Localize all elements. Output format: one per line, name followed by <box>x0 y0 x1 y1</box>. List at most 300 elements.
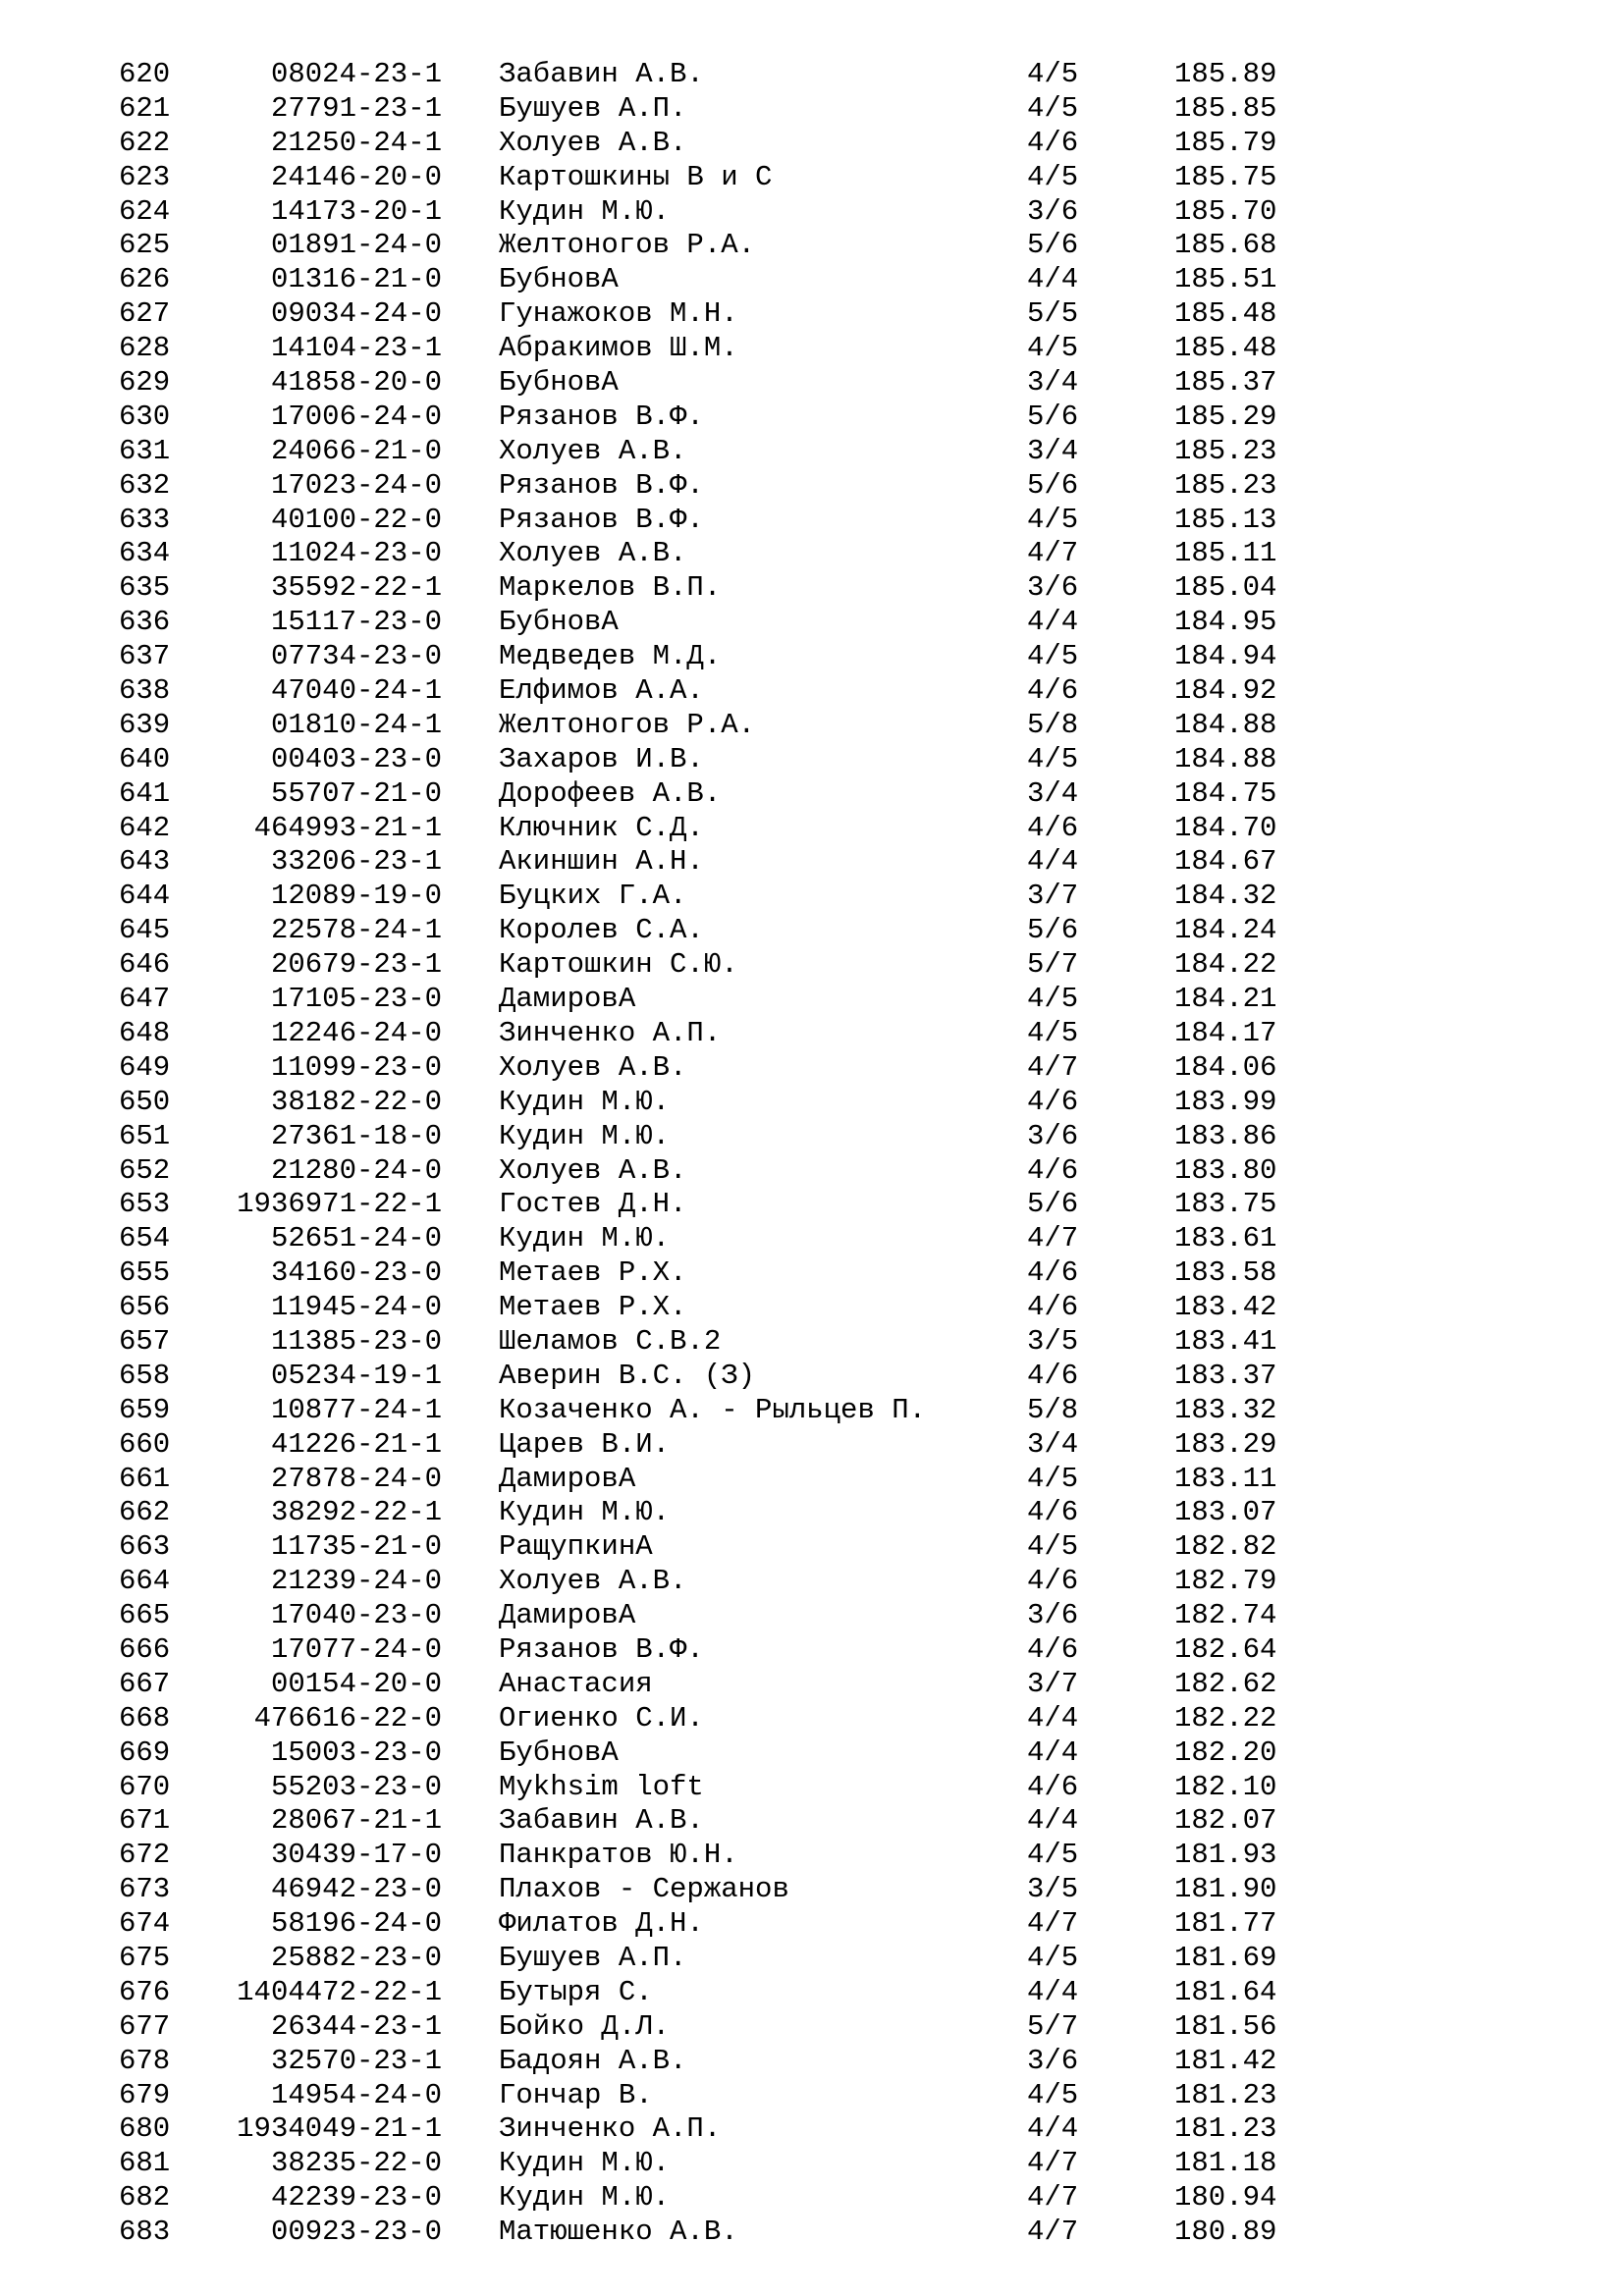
results-list <box>0 58 1624 2250</box>
entry-id: 30439-17-0 <box>270 1839 442 1872</box>
owner-name: ДамировА <box>499 1599 636 1632</box>
owner-name: БубновА <box>499 366 619 400</box>
score-ratio: 4/5 <box>1027 160 1079 193</box>
result-row <box>0 1428 1624 1463</box>
result-row <box>0 1530 1624 1565</box>
result-row <box>0 2112 1624 2147</box>
entry-id: 1934049-21-1 <box>237 2112 442 2146</box>
owner-name: Королев С.А. <box>499 914 704 947</box>
row-number: 627 <box>119 297 171 331</box>
result-value: 185.70 <box>1174 194 1277 228</box>
owner-name: РащупкинА <box>499 1530 653 1564</box>
entry-id: 35592-22-1 <box>270 571 442 605</box>
result-row <box>0 1907 1624 1942</box>
owner-name: Огиенко С.И. <box>499 1701 704 1735</box>
entry-id: 21239-24-0 <box>270 1565 442 1598</box>
entry-id: 11099-23-0 <box>270 1050 442 1084</box>
row-number: 651 <box>119 1119 171 1152</box>
row-number: 629 <box>119 366 171 400</box>
owner-name: Зинченко А.П. <box>499 2112 722 2146</box>
result-value: 182.79 <box>1174 1565 1277 1598</box>
result-value: 183.61 <box>1174 1222 1277 1255</box>
entry-id: 12246-24-0 <box>270 1016 442 1049</box>
owner-name: Аверин В.С. (З) <box>499 1359 756 1392</box>
result-row <box>0 366 1624 400</box>
owner-name: Рязанов В.Ф. <box>499 503 704 536</box>
row-number: 663 <box>119 1530 171 1564</box>
entry-id: 33206-23-1 <box>270 845 442 879</box>
result-value: 184.88 <box>1174 708 1277 741</box>
entry-id: 40100-22-0 <box>270 503 442 536</box>
result-value: 184.24 <box>1174 914 1277 947</box>
result-row <box>0 1086 1624 1120</box>
score-ratio: 4/6 <box>1027 1359 1079 1392</box>
entry-id: 55203-23-0 <box>270 1770 442 1803</box>
row-number: 675 <box>119 1941 171 1974</box>
row-number: 667 <box>119 1667 171 1700</box>
owner-name: Козаченко А. - Рыльцев П. <box>499 1393 927 1426</box>
row-number: 648 <box>119 1016 171 1049</box>
owner-name: Холуев А.В. <box>499 1050 687 1084</box>
result-row <box>0 1325 1624 1360</box>
owner-name: Бушуев А.П. <box>499 91 687 125</box>
entry-id: 08024-23-1 <box>270 58 442 90</box>
result-value: 185.75 <box>1174 160 1277 193</box>
entry-id: 41226-21-1 <box>270 1427 442 1461</box>
score-ratio: 4/6 <box>1027 811 1079 844</box>
score-ratio: 4/5 <box>1027 91 1079 125</box>
entry-id: 27791-23-1 <box>270 91 442 125</box>
result-value: 180.89 <box>1174 2216 1277 2249</box>
entry-id: 38235-22-0 <box>270 2147 442 2180</box>
owner-name: Шеламов С.В.2 <box>499 1324 722 1358</box>
score-ratio: 4/6 <box>1027 674 1079 708</box>
score-ratio: 4/5 <box>1027 1839 1079 1872</box>
result-row <box>0 640 1624 674</box>
owner-name: Кудин М.Ю. <box>499 1496 671 1529</box>
result-value: 185.68 <box>1174 229 1277 262</box>
result-value: 185.13 <box>1174 503 1277 536</box>
result-value: 185.11 <box>1174 537 1277 570</box>
owner-name: Бойко Д.Л. <box>499 2009 671 2043</box>
score-ratio: 3/6 <box>1027 1599 1079 1632</box>
result-value: 182.64 <box>1174 1632 1277 1666</box>
row-number: 676 <box>119 1975 171 2008</box>
score-ratio: 4/4 <box>1027 263 1079 296</box>
result-value: 185.79 <box>1174 126 1277 159</box>
result-row <box>0 2045 1624 2079</box>
result-value: 181.77 <box>1174 1907 1277 1941</box>
result-row <box>0 1017 1624 1051</box>
row-number: 638 <box>119 674 171 708</box>
result-value: 184.17 <box>1174 1016 1277 1049</box>
row-number: 646 <box>119 948 171 982</box>
result-row <box>0 845 1624 880</box>
entry-id: 01316-21-0 <box>270 263 442 296</box>
result-row <box>0 263 1624 297</box>
result-value: 185.51 <box>1174 263 1277 296</box>
row-number: 680 <box>119 2112 171 2146</box>
entry-id: 41858-20-0 <box>270 366 442 400</box>
score-ratio: 4/5 <box>1027 2078 1079 2111</box>
owner-name: Рязанов В.Ф. <box>499 468 704 502</box>
result-value: 185.23 <box>1174 434 1277 467</box>
owner-name: БубновА <box>499 606 619 639</box>
entry-id: 00923-23-0 <box>270 2216 442 2249</box>
score-ratio: 4/6 <box>1027 1565 1079 1598</box>
result-row <box>0 674 1624 709</box>
result-row <box>0 469 1624 504</box>
row-number: 633 <box>119 503 171 536</box>
row-number: 657 <box>119 1324 171 1358</box>
entry-id: 15003-23-0 <box>270 1735 442 1769</box>
row-number: 642 <box>119 811 171 844</box>
result-value: 184.75 <box>1174 776 1277 810</box>
row-number: 673 <box>119 1873 171 1906</box>
owner-name: Кудин М.Ю. <box>499 2147 671 2180</box>
score-ratio: 4/5 <box>1027 1016 1079 1049</box>
result-row <box>0 571 1624 606</box>
owner-name: Бутыря С. <box>499 1975 653 2008</box>
row-number: 668 <box>119 1701 171 1735</box>
entry-id: 20679-23-1 <box>270 948 442 982</box>
score-ratio: 3/7 <box>1027 1667 1079 1700</box>
score-ratio: 4/6 <box>1027 1085 1079 1118</box>
owner-name: Гончар В. <box>499 2078 653 2111</box>
score-ratio: 4/6 <box>1027 1632 1079 1666</box>
row-number: 662 <box>119 1496 171 1529</box>
entry-id: 14104-23-1 <box>270 332 442 365</box>
result-value: 181.69 <box>1174 1941 1277 1974</box>
result-value: 185.37 <box>1174 366 1277 400</box>
row-number: 649 <box>119 1050 171 1084</box>
score-ratio: 5/6 <box>1027 914 1079 947</box>
score-ratio: 5/6 <box>1027 468 1079 502</box>
owner-name: Картошкины В и С <box>499 160 773 193</box>
entry-id: 22578-24-1 <box>270 914 442 947</box>
result-value: 184.32 <box>1174 880 1277 913</box>
result-row <box>0 2216 1624 2250</box>
result-value: 181.64 <box>1174 1975 1277 2008</box>
result-row <box>0 1394 1624 1428</box>
result-row <box>0 606 1624 640</box>
row-number: 644 <box>119 880 171 913</box>
result-row <box>0 983 1624 1017</box>
score-ratio: 3/5 <box>1027 1324 1079 1358</box>
entry-id: 25882-23-0 <box>270 1941 442 1974</box>
score-ratio: 4/4 <box>1027 1735 1079 1769</box>
owner-name: Зинченко А.П. <box>499 1016 722 1049</box>
entry-id: 26344-23-1 <box>270 2009 442 2043</box>
result-value: 185.89 <box>1174 58 1277 90</box>
score-ratio: 4/6 <box>1027 1770 1079 1803</box>
result-value: 183.80 <box>1174 1153 1277 1187</box>
result-row <box>0 229 1624 263</box>
result-value: 184.21 <box>1174 983 1277 1016</box>
row-number: 643 <box>119 845 171 879</box>
result-value: 183.99 <box>1174 1085 1277 1118</box>
row-number: 679 <box>119 2078 171 2111</box>
row-number: 654 <box>119 1222 171 1255</box>
score-ratio: 4/6 <box>1027 126 1079 159</box>
owner-name: БубновА <box>499 263 619 296</box>
score-ratio: 5/6 <box>1027 400 1079 433</box>
row-number: 664 <box>119 1565 171 1598</box>
row-number: 626 <box>119 263 171 296</box>
entry-id: 07734-23-0 <box>270 640 442 673</box>
result-value: 185.04 <box>1174 571 1277 605</box>
entry-id: 21250-24-1 <box>270 126 442 159</box>
result-row <box>0 777 1624 812</box>
owner-name: Кудин М.Ю. <box>499 1222 671 1255</box>
owner-name: Кудин М.Ю. <box>499 2181 671 2215</box>
entry-id: 00154-20-0 <box>270 1667 442 1700</box>
score-ratio: 4/5 <box>1027 742 1079 775</box>
owner-name: Буцких Г.А. <box>499 880 687 913</box>
row-number: 650 <box>119 1085 171 1118</box>
owner-name: Холуев А.В. <box>499 1565 687 1598</box>
score-ratio: 4/5 <box>1027 1941 1079 1974</box>
result-value: 182.62 <box>1174 1667 1277 1700</box>
score-ratio: 4/7 <box>1027 537 1079 570</box>
result-row <box>0 297 1624 332</box>
owner-name: Холуев А.В. <box>499 537 687 570</box>
owner-name: Ключник С.Д. <box>499 811 704 844</box>
row-number: 669 <box>119 1735 171 1769</box>
score-ratio: 3/7 <box>1027 880 1079 913</box>
score-ratio: 5/8 <box>1027 708 1079 741</box>
row-number: 659 <box>119 1393 171 1426</box>
row-number: 640 <box>119 742 171 775</box>
owner-name: Гунажоков М.Н. <box>499 297 738 331</box>
owner-name: Бадоян А.В. <box>499 2044 687 2077</box>
owner-name: ДамировА <box>499 983 636 1016</box>
owner-name: Метаев Р.Х. <box>499 1256 687 1290</box>
result-row <box>0 1051 1624 1086</box>
score-ratio: 5/6 <box>1027 1188 1079 1221</box>
score-ratio: 4/4 <box>1027 606 1079 639</box>
row-number: 682 <box>119 2181 171 2215</box>
result-row <box>0 58 1624 92</box>
entry-id: 42239-23-0 <box>270 2181 442 2215</box>
owner-name: Филатов Д.Н. <box>499 1907 704 1941</box>
result-row <box>0 880 1624 914</box>
result-value: 183.86 <box>1174 1119 1277 1152</box>
result-row <box>0 1839 1624 1873</box>
owner-name: Холуев А.В. <box>499 434 687 467</box>
result-value: 181.23 <box>1174 2078 1277 2111</box>
owner-name: Картошкин С.Ю. <box>499 948 738 982</box>
owner-name: Царев В.И. <box>499 1427 671 1461</box>
entry-id: 27361-18-0 <box>270 1119 442 1152</box>
score-ratio: 4/6 <box>1027 1496 1079 1529</box>
entry-id: 47040-24-1 <box>270 674 442 708</box>
result-row <box>0 195 1624 230</box>
score-ratio: 4/5 <box>1027 640 1079 673</box>
score-ratio: 3/4 <box>1027 434 1079 467</box>
result-row <box>0 812 1624 846</box>
owner-name: Рязанов В.Ф. <box>499 400 704 433</box>
entry-id: 17077-24-0 <box>270 1632 442 1666</box>
result-value: 184.06 <box>1174 1050 1277 1084</box>
entry-id: 21280-24-0 <box>270 1153 442 1187</box>
score-ratio: 3/4 <box>1027 1427 1079 1461</box>
result-row <box>0 1463 1624 1497</box>
result-row <box>0 1256 1624 1291</box>
owner-name: Захаров И.В. <box>499 742 704 775</box>
entry-id: 11024-23-0 <box>270 537 442 570</box>
score-ratio: 4/6 <box>1027 1153 1079 1187</box>
result-row <box>0 400 1624 435</box>
result-value: 181.18 <box>1174 2147 1277 2180</box>
row-number: 671 <box>119 1804 171 1838</box>
entry-id: 1404472-22-1 <box>237 1975 442 2008</box>
owner-name: Матюшенко А.В. <box>499 2216 738 2249</box>
result-value: 182.74 <box>1174 1599 1277 1632</box>
entry-id: 24146-20-0 <box>270 160 442 193</box>
result-value: 183.41 <box>1174 1324 1277 1358</box>
entry-id: 38182-22-0 <box>270 1085 442 1118</box>
result-value: 181.56 <box>1174 2009 1277 2043</box>
result-value: 182.07 <box>1174 1804 1277 1838</box>
result-row <box>0 1291 1624 1325</box>
result-row <box>0 1599 1624 1633</box>
result-row <box>0 2079 1624 2113</box>
row-number: 655 <box>119 1256 171 1290</box>
result-value: 183.58 <box>1174 1256 1277 1290</box>
entry-id: 11735-21-0 <box>270 1530 442 1564</box>
result-row <box>0 1565 1624 1599</box>
score-ratio: 5/8 <box>1027 1393 1079 1426</box>
result-row <box>0 1942 1624 1976</box>
score-ratio: 4/5 <box>1027 332 1079 365</box>
entry-id: 24066-21-0 <box>270 434 442 467</box>
entry-id: 34160-23-0 <box>270 1256 442 1290</box>
result-value: 183.37 <box>1174 1359 1277 1392</box>
entry-id: 476616-22-0 <box>253 1701 442 1735</box>
result-value: 181.23 <box>1174 2112 1277 2146</box>
result-row <box>0 2181 1624 2216</box>
entry-id: 32570-23-1 <box>270 2044 442 2077</box>
score-ratio: 4/7 <box>1027 2216 1079 2249</box>
result-row <box>0 2010 1624 2045</box>
score-ratio: 3/4 <box>1027 366 1079 400</box>
row-number: 636 <box>119 606 171 639</box>
entry-id: 01810-24-1 <box>270 708 442 741</box>
owner-name: Дорофеев А.В. <box>499 776 722 810</box>
row-number: 653 <box>119 1188 171 1221</box>
owner-name: Забавин А.В. <box>499 1804 704 1838</box>
row-number: 681 <box>119 2147 171 2180</box>
entry-id: 464993-21-1 <box>253 811 442 844</box>
result-value: 183.11 <box>1174 1462 1277 1495</box>
owner-name: Рязанов В.Ф. <box>499 1632 704 1666</box>
result-value: 182.10 <box>1174 1770 1277 1803</box>
row-number: 665 <box>119 1599 171 1632</box>
score-ratio: 4/7 <box>1027 2181 1079 2215</box>
result-value: 185.29 <box>1174 400 1277 433</box>
entry-id: 17040-23-0 <box>270 1599 442 1632</box>
result-row <box>0 504 1624 538</box>
row-number: 652 <box>119 1153 171 1187</box>
entry-id: 46942-23-0 <box>270 1873 442 1906</box>
row-number: 623 <box>119 160 171 193</box>
row-number: 645 <box>119 914 171 947</box>
entry-id: 11385-23-0 <box>270 1324 442 1358</box>
owner-name: Желтоногов Р.А. <box>499 708 756 741</box>
row-number: 622 <box>119 126 171 159</box>
result-row <box>0 1120 1624 1154</box>
owner-name: Холуев А.В. <box>499 126 687 159</box>
score-ratio: 4/7 <box>1027 1050 1079 1084</box>
result-row <box>0 332 1624 366</box>
entry-id: 58196-24-0 <box>270 1907 442 1941</box>
result-row <box>0 1976 1624 2010</box>
result-row <box>0 1668 1624 1702</box>
owner-name: Плахов - Сержанов <box>499 1873 789 1906</box>
owner-name: ДамировА <box>499 1462 636 1495</box>
result-row <box>0 1771 1624 1805</box>
score-ratio: 4/7 <box>1027 2147 1079 2180</box>
result-value: 181.90 <box>1174 1873 1277 1906</box>
result-row <box>0 537 1624 571</box>
result-row <box>0 948 1624 983</box>
row-number: 660 <box>119 1427 171 1461</box>
score-ratio: 4/5 <box>1027 1530 1079 1564</box>
owner-name: Кудин М.Ю. <box>499 1085 671 1118</box>
entry-id: 15117-23-0 <box>270 606 442 639</box>
entry-id: 27878-24-0 <box>270 1462 442 1495</box>
owner-name: Акиншин А.Н. <box>499 845 704 879</box>
owner-name: Медведев М.Д. <box>499 640 722 673</box>
entry-id: 52651-24-0 <box>270 1222 442 1255</box>
score-ratio: 3/4 <box>1027 776 1079 810</box>
result-value: 185.48 <box>1174 297 1277 331</box>
result-row <box>0 1188 1624 1222</box>
score-ratio: 3/6 <box>1027 571 1079 605</box>
score-ratio: 4/4 <box>1027 2112 1079 2146</box>
row-number: 624 <box>119 194 171 228</box>
result-value: 182.22 <box>1174 1701 1277 1735</box>
result-value: 183.42 <box>1174 1291 1277 1324</box>
owner-name: Кудин М.Ю. <box>499 194 671 228</box>
owner-name: Желтоногов Р.А. <box>499 229 756 262</box>
result-value: 181.42 <box>1174 2044 1277 2077</box>
score-ratio: 3/6 <box>1027 2044 1079 2077</box>
entry-id: 09034-24-0 <box>270 297 442 331</box>
owner-name: Забавин А.В. <box>499 58 704 90</box>
entry-id: 11945-24-0 <box>270 1291 442 1324</box>
score-ratio: 5/7 <box>1027 948 1079 982</box>
row-number: 634 <box>119 537 171 570</box>
owner-name: Холуев А.В. <box>499 1153 687 1187</box>
row-number: 625 <box>119 229 171 262</box>
score-ratio: 5/7 <box>1027 2009 1079 2043</box>
result-value: 183.75 <box>1174 1188 1277 1221</box>
result-row <box>0 1804 1624 1839</box>
owner-name: Панкратов Ю.Н. <box>499 1839 738 1872</box>
row-number: 658 <box>119 1359 171 1392</box>
result-row <box>0 914 1624 948</box>
result-value: 184.94 <box>1174 640 1277 673</box>
owner-name: Маркелов В.П. <box>499 571 722 605</box>
result-row <box>0 161 1624 195</box>
row-number: 635 <box>119 571 171 605</box>
result-row <box>0 743 1624 777</box>
result-row <box>0 1154 1624 1189</box>
owner-name: Елфимов А.А. <box>499 674 704 708</box>
entry-id: 14954-24-0 <box>270 2078 442 2111</box>
